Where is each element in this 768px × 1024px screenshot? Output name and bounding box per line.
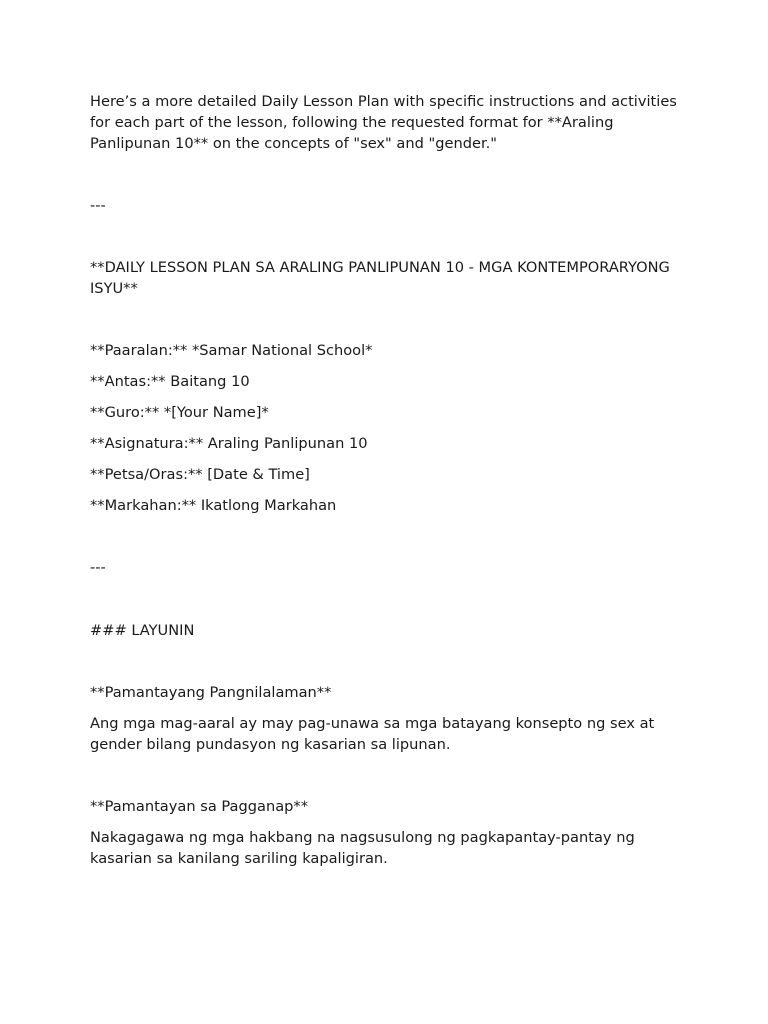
content-standard-text: Ang mga mag-aaral ay may pag-unawa sa mga batayang konsepto ng sex at gender bilang pundasyon ng kasarian sa lipunan.	[90, 715, 659, 753]
info-quarter: **Markahan:** Ikatlong Markahan	[90, 497, 337, 514]
document-page	[90, 91, 690, 869]
info-date-time: **Petsa/Oras:** [Date & Time]	[90, 466, 310, 483]
info-subject: **Asignatura:** Araling Panlipunan 10	[90, 435, 368, 452]
info-teacher: **Guro:** *[Your Name]*	[90, 404, 269, 421]
performance-standard-label: **Pamantayan sa Pagganap**	[90, 798, 309, 815]
separator: ---	[90, 197, 106, 214]
info-grade-level: **Antas:** Baitang 10	[90, 373, 250, 390]
info-school: **Paaralan:** *Samar National School*	[90, 342, 373, 359]
intro-paragraph: Here’s a more detailed Daily Lesson Plan with specific instructions and activities for each part of the lesson, following the requested format for **Araling Panlipunan 10** on the concepts of "sex" and "gender."	[90, 93, 682, 152]
lesson-plan-title: **DAILY LESSON PLAN SA ARALING PANLIPUNAN 10 - MGA KONTEMPORARYONG ISYU**	[90, 259, 675, 297]
performance-standard-text: Nakagagawa ng mga hakbang na nagsusulong ng pagkapantay-pantay ng kasarian sa kanilang sariling kapaligiran.	[90, 829, 640, 867]
section-heading: ### LAYUNIN	[90, 622, 195, 639]
separator: ---	[90, 559, 106, 576]
content-standard-label: **Pamantayang Pangnilalaman**	[90, 684, 332, 701]
